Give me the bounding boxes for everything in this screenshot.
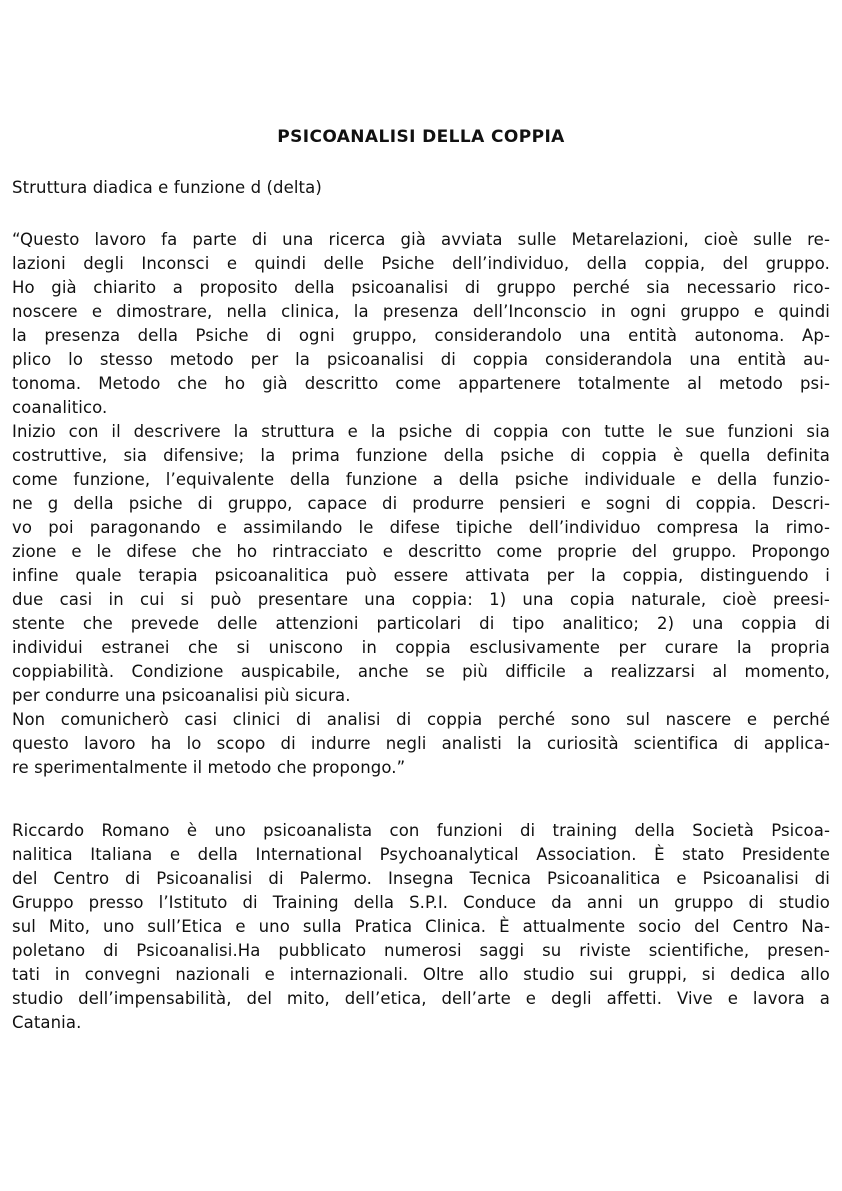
bio-line: Gruppo presso l’Istituto di Training della S.P.I. Conduce da anni un gruppo di studio xyxy=(12,893,830,912)
bio-line: del Centro di Psicoanalisi di Palermo. Insegna Tecnica Psicoanalitica e Psicoanalisi di xyxy=(12,869,830,888)
quote-line: coppiabilità. Condizione auspicabile, anche se più difficile a realizzarsi al momento, xyxy=(12,662,830,681)
quote-line: questo lavoro ha lo scopo di indurre negli analisti la curiosità scientifica di applica- xyxy=(12,734,830,753)
bio-line: tati in convegni nazionali e internazionali. Oltre allo studio sui gruppi, si dedica allo xyxy=(12,965,830,984)
quote-line: per condurre una psicoanalisi più sicura. xyxy=(12,686,351,705)
quote-line: re sperimentalmente il metodo che propongo.” xyxy=(12,758,406,777)
quote-line: infine quale terapia psicoanalitica può essere attivata per la coppia, distinguendo i xyxy=(12,566,830,585)
bio-line: poletano di Psicoanalisi.Ha pubblicato numerosi saggi su riviste scientifiche, presen- xyxy=(12,941,830,960)
quote-line: noscere e dimostrare, nella clinica, la presenza dell’Inconscio in ogni gruppo e quindi xyxy=(12,302,830,321)
bio-line: nalitica Italiana e della International Psychoanalytical Association. È stato Presidente xyxy=(12,845,830,864)
quote-line: Inizio con il descrivere la struttura e la psiche di coppia con tutte le sue funzioni sia xyxy=(12,422,830,441)
quote-line: Ho già chiarito a proposito della psicoanalisi di gruppo perché sia necessario rico- xyxy=(12,278,830,297)
quote-line: vo poi paragonando e assimilando le difese tipiche dell’individuo compresa la rimo- xyxy=(12,518,830,537)
quote-line: individui estranei che si uniscono in coppia esclusivamente per curare la propria xyxy=(12,638,830,657)
quote-line: due casi in cui si può presentare una coppia: 1) una copia naturale, cioè preesi- xyxy=(12,590,830,609)
quote-line: Non comunicherò casi clinici di analisi di coppia perché sono sul nascere e perché xyxy=(12,710,830,729)
document-title: PSICOANALISI DELLA COPPIA xyxy=(277,127,565,147)
quote-line: coanalitico. xyxy=(12,398,108,417)
quote-line: costruttive, sia difensive; la prima funzione della psiche di coppia è quella definita xyxy=(12,446,830,465)
bio-line: Riccardo Romano è uno psicoanalista con funzioni di training della Società Psicoa- xyxy=(12,821,830,840)
document-subtitle: Struttura diadica e funzione d (delta) xyxy=(12,178,322,197)
bio-line: Catania. xyxy=(12,1013,82,1032)
quote-line: la presenza della Psiche di ogni gruppo, considerandolo una entità autonoma. Ap- xyxy=(12,326,830,345)
quote-line: “Questo lavoro fa parte di una ricerca già avviata sulle Metarelazioni, cioè sulle re- xyxy=(12,230,830,249)
quote-line: stente che prevede delle attenzioni particolari di tipo analitico; 2) una coppia di xyxy=(12,614,830,633)
quote-line: zione e le difese che ho rintracciato e descritto come proprie del gruppo. Propongo xyxy=(12,542,830,561)
quote-line: plico lo stesso metodo per la psicoanalisi di coppia considerandola una entità au- xyxy=(12,350,830,369)
quote-line: ne g della psiche di gruppo, capace di produrre pensieri e sogni di coppia. Descri- xyxy=(12,494,830,513)
quote-line: come funzione, l’equivalente della funzione a della psiche individuale e della funzio- xyxy=(12,470,830,489)
bio-line: sul Mito, uno sull’Etica e uno sulla Pratica Clinica. È attualmente socio del Centro Na- xyxy=(12,917,830,936)
quote-line: lazioni degli Inconsci e quindi delle Psiche dell’individuo, della coppia, del gruppo. xyxy=(12,254,830,273)
quote-line: tonoma. Metodo che ho già descritto come appartenere totalmente al metodo psi- xyxy=(12,374,830,393)
bio-line: studio dell’impensabilità, del mito, dell’etica, dell’arte e degli affetti. Vive e lavora a xyxy=(12,989,830,1008)
